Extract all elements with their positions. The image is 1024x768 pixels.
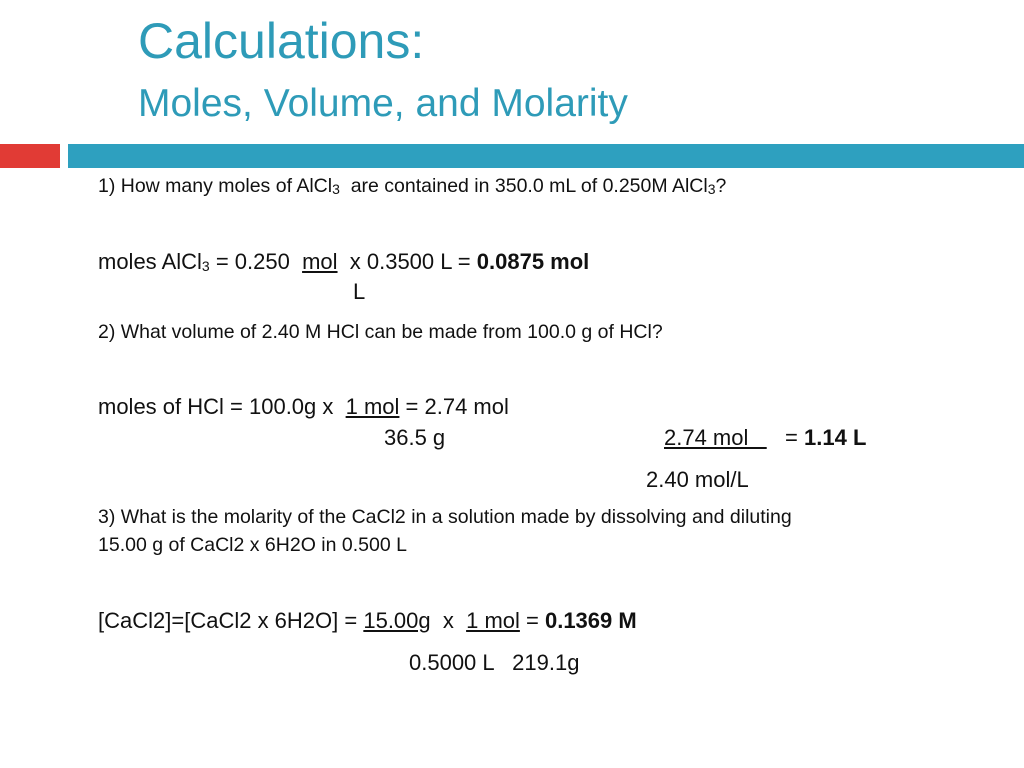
question-1-text-b: are contained in 350.0 mL of 0.250M AlCl bbox=[339, 175, 708, 197]
question-1-subscript-a: 3 bbox=[332, 181, 340, 197]
answer-1-result: 0.0875 mol bbox=[476, 249, 590, 274]
answer-1-denominator: L bbox=[353, 279, 366, 304]
answer-2-denominator: 36.5 g bbox=[384, 425, 446, 450]
answer-2-division bbox=[664, 424, 866, 452]
question-1-text-c: ? bbox=[715, 175, 727, 197]
answer-1-mid: x 0.3500 L = bbox=[337, 249, 477, 274]
answer-1-subscript: 3 bbox=[201, 258, 210, 274]
answer-3-prefix: [CaCl2]=[CaCl2 x 6H2O] = bbox=[98, 608, 364, 633]
slide-title: Calculations: bbox=[138, 13, 425, 69]
answer-2-result: 1.14 L bbox=[804, 425, 867, 450]
answer-2-equation bbox=[98, 393, 509, 421]
slide-subtitle: Moles, Volume, and Molarity bbox=[138, 82, 628, 125]
answer-1-equation bbox=[98, 248, 589, 280]
question-1-text-a: 1) How many moles of AlCl bbox=[98, 175, 333, 197]
answer-2-eq-2: = bbox=[766, 425, 805, 450]
accent-bar-left bbox=[0, 144, 60, 168]
question-2: 2) What volume of 2.40 M HCl can be made from 100.0 g of HCl? bbox=[98, 321, 663, 343]
question-1 bbox=[98, 174, 726, 201]
answer-1-numerator: mol bbox=[302, 249, 338, 274]
answer-2-suffix: = 2.74 mol bbox=[399, 394, 509, 419]
answer-3-denominator: 0.5000 L 219.1g bbox=[409, 650, 580, 675]
question-3-line-1: 3) What is the molarity of the CaCl2 in a solution made by dissolving and diluting bbox=[98, 506, 792, 528]
answer-3-equation bbox=[98, 607, 637, 635]
answer-1-prefix: moles AlCl bbox=[98, 249, 202, 274]
answer-2-denominator-2: 2.40 mol/L bbox=[646, 467, 749, 492]
answer-2-numerator-2: 2.74 mol bbox=[664, 425, 767, 450]
answer-2-prefix: moles of HCl = 100.0g x bbox=[98, 394, 346, 419]
accent-bar-right bbox=[68, 144, 1024, 168]
answer-3-result: 0.1369 M bbox=[544, 608, 637, 633]
question-1-subscript-b: 3 bbox=[707, 181, 716, 197]
answer-2-numerator: 1 mol bbox=[345, 394, 400, 419]
answer-3-numerator-2: 1 mol bbox=[466, 608, 520, 633]
answer-3-numerator-1: 15.00g bbox=[363, 608, 431, 633]
question-3-line-2: 15.00 g of CaCl2 x 6H2O in 0.500 L bbox=[98, 534, 407, 556]
answer-3-mid: x bbox=[430, 608, 467, 633]
answer-1-eq: = 0.250 bbox=[209, 249, 303, 274]
answer-3-eq: = bbox=[519, 608, 545, 633]
